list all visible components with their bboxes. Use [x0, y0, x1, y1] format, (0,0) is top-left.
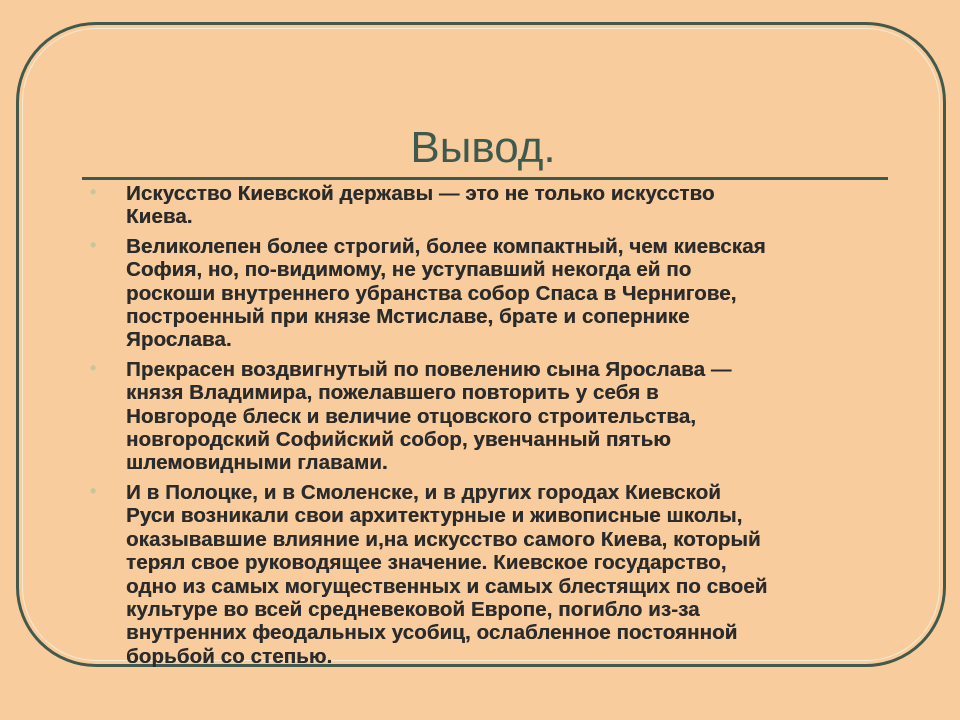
bullet-text-line: оказывавшие влияние и,на искусство самого Киева, который: [126, 527, 761, 551]
bullet-item-2: [90, 235, 890, 352]
bullet-list: [90, 182, 890, 674]
bullet-text-line: князя Владимира, пожелавшего повторить у себя в: [126, 381, 659, 405]
bullet-text-line: Искусство Киевской державы — это не только искусство: [126, 182, 715, 205]
bullet-icon: •: [90, 182, 97, 202]
bullet-icon: •: [90, 357, 97, 378]
slide-title: Вывод.: [410, 123, 556, 172]
bullet-text-line: терял свое руководящее значение. Киевское государство,: [126, 551, 727, 575]
bullet-text-line: новгородский Софийский собор, увенчанный пятью: [126, 428, 671, 452]
bullet-item-4: [90, 481, 890, 668]
bullet-text-line: роскоши внутреннего убранства собор Спаса в Чернигове,: [126, 281, 737, 305]
bullet-text-line: культуре во всей средневековой Европе, погибло из-за: [126, 597, 700, 621]
bullet-item-1: [90, 182, 890, 229]
bullet-text-line: София, но, по-видимому, не уступавший некогда ей по: [126, 258, 692, 282]
bullet-text-line: Великолепен более строгий, более компактный, чем киевская: [126, 234, 766, 258]
bullet-item-3: [90, 358, 890, 475]
title-divider: [82, 177, 888, 180]
bullet-icon: •: [90, 480, 97, 501]
bullet-text-line: построенный при князе Мстиславе, брате и сопернике: [126, 305, 690, 329]
bullet-text-line: Прекрасен воздвигнутый по повелению сына Ярослава —: [126, 357, 732, 381]
bullet-text-line: шлемовидными главами.: [126, 451, 388, 475]
bullet-icon: •: [90, 234, 97, 255]
bullet-text-line: Новгороде блеск и величие отцовского строительства,: [126, 404, 697, 428]
bullet-text-line: И в Полоцке, и в Смоленске, и в других городах Киевской: [126, 480, 721, 504]
bullet-text-line: Киева.: [126, 205, 193, 229]
bullet-text-line: внутренних феодальных усобиц, ослабленное постоянной: [126, 621, 738, 645]
bullet-text-line: одно из самых могущественных и самых блестящих по своей: [126, 574, 768, 598]
bullet-text-line: Руси возникали свои архитектурные и живописные школы,: [126, 504, 743, 528]
bullet-text-line: борьбой со степью.: [126, 644, 333, 668]
bullet-text-line: Ярослава.: [126, 328, 232, 352]
